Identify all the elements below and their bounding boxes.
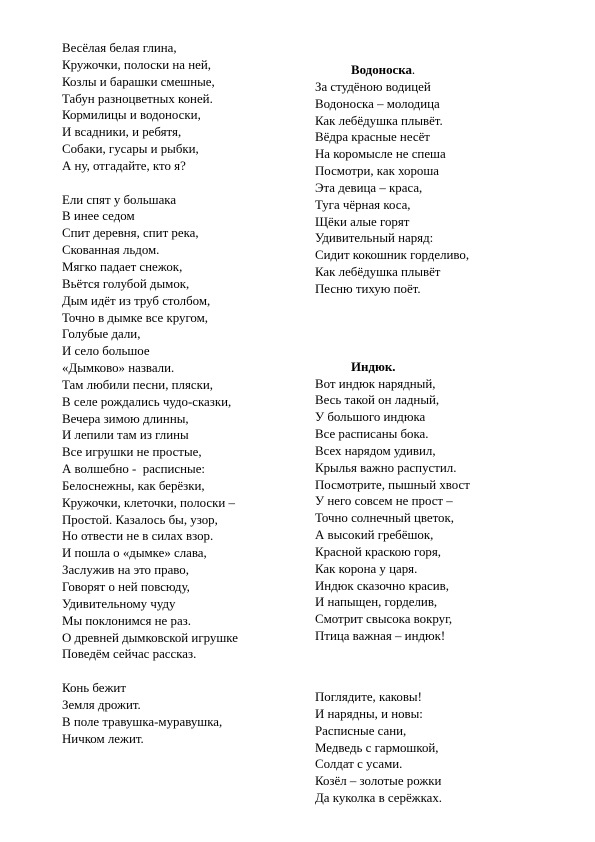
- poem-line: Там любили песни, пляски,: [62, 377, 213, 392]
- poem-line: На коромысле не спеша: [315, 147, 446, 162]
- poem-line: Птица важная – индюк!: [315, 629, 446, 644]
- poem-line: Песню тихую поёт.: [315, 281, 421, 296]
- poem-line: В поле травушка-муравушка,: [62, 714, 223, 729]
- poem-line: Вот индюк нарядный,: [315, 376, 436, 391]
- poem-line: Голубые дали,: [62, 327, 141, 342]
- poem-line: Говорят о ней повсюду,: [62, 580, 190, 594]
- poem-line: И нарядны, и новы:: [315, 706, 423, 721]
- poem-line: Белоснежны, как берёзки,: [62, 478, 205, 493]
- poem-line: Туга чёрная коса,: [315, 197, 411, 212]
- poem-line: Как лебёдушка плывёт.: [315, 113, 443, 128]
- poem-line: Удивительному чуду: [62, 596, 176, 611]
- poem-line: Собаки, гусары и рыбки,: [62, 142, 199, 157]
- poem-line: За студёною водицей: [315, 79, 431, 94]
- poem-line: Точно в дымке все кругом,: [62, 310, 208, 325]
- poem-line: Вьётся голубой дымок,: [62, 276, 190, 291]
- poem-line: Все игрушки не простые,: [62, 445, 202, 460]
- poem-line: Щёки алые горят: [315, 214, 410, 229]
- poem-line: Сидит кокошник горделиво,: [315, 248, 470, 263]
- poem-line: Мы поклонимся не раз.: [62, 613, 191, 628]
- poem-line: Посмотри, как хороша: [315, 164, 440, 179]
- poem-line: Конь бежит: [62, 681, 126, 696]
- poem-line: Дым идёт из труб столбом,: [62, 293, 211, 308]
- poem-line: Как корона у царя.: [315, 561, 418, 576]
- poem-line: Спит деревня, спит река,: [62, 226, 199, 241]
- poem-line: А волшебно - расписные:: [62, 462, 206, 477]
- poem-line: Поглядите, каковы!: [315, 690, 422, 704]
- poem-line: И напыщен, горделив,: [315, 595, 438, 610]
- poem-line: Козёл – золотые рожки: [315, 774, 442, 789]
- poem-line: Кружочки, клеточки, полоски –: [62, 495, 235, 510]
- poem-line: Точно солнечный цветок,: [315, 511, 454, 526]
- poem-line: Ничком лежит.: [62, 731, 144, 746]
- poem-line: Земля дрожит.: [62, 697, 141, 712]
- poem-title-vodonoska: Водоноска.: [351, 63, 416, 77]
- poem-line: Эта девица – краса,: [315, 180, 423, 195]
- poem-line: Удивительный наряд:: [315, 231, 434, 246]
- stanza-2: [62, 192, 302, 664]
- poem-line: Заслужив на это право,: [62, 563, 189, 578]
- poem-line: Водоноска – молодица: [315, 96, 440, 111]
- poem-line: Кружочки, полоски на ней,: [62, 57, 211, 72]
- poem-line: Весь такой он ладный,: [315, 393, 440, 408]
- poem-line: Весёлая белая глина,: [62, 41, 177, 55]
- poem-line: Солдат с усами.: [315, 757, 403, 772]
- poem-line: А высокий гребёшок,: [315, 528, 434, 543]
- poem-vodonoska: [315, 79, 565, 298]
- stanza-gap: [62, 663, 302, 680]
- poem-line: Козлы и барашки смешные,: [62, 74, 215, 89]
- stanza-1: [62, 40, 302, 175]
- poem-line: Медведь с гармошкой,: [315, 740, 439, 755]
- stanza-gap: [315, 342, 565, 359]
- poem-indyuk: [315, 376, 565, 646]
- right-column: [315, 62, 565, 807]
- poem-line: Расписные сани,: [315, 723, 407, 738]
- poem-line: Всех нарядом удивил,: [315, 443, 436, 458]
- poem-line: У него совсем не прост –: [315, 494, 453, 509]
- poem-line: Кормилицы и водоноски,: [62, 108, 201, 123]
- poem-line: Вёдра красные несёт: [315, 130, 430, 145]
- poem-line: Вечера зимою длинны,: [62, 411, 189, 426]
- poem-line: Да куколка в серёжках.: [315, 791, 443, 806]
- poem-line: И пошла о «дымке» слава,: [62, 546, 207, 561]
- stanza-gap: [315, 298, 565, 342]
- poem-line: Поведём сейчас рассказ.: [62, 647, 197, 662]
- stanza-gap: [315, 645, 565, 689]
- poem-line: И лепили там из глины: [62, 428, 189, 443]
- poem-line: Смотрит свысока вокруг,: [315, 612, 453, 627]
- poem-line: Ели спят у большака: [62, 192, 177, 207]
- poem-line: В селе рождались чудо-сказки,: [62, 394, 232, 409]
- poem-line: Скованная льдом.: [62, 243, 160, 258]
- stanza-gap: [62, 175, 302, 192]
- poem-line: Но отвести не в силах взор.: [62, 529, 214, 544]
- poem-line: Все расписаны бока.: [315, 427, 429, 442]
- poem-line: И село большое: [62, 344, 150, 359]
- stanza-3: [62, 680, 302, 747]
- poem-line: Как лебёдушка плывёт: [315, 265, 441, 280]
- poem-line: Мягко падает снежок,: [62, 259, 183, 274]
- poem-line: Красной краскою горя,: [315, 544, 442, 559]
- poem-line: «Дымково» назвали.: [62, 361, 175, 376]
- poem-toys: [315, 689, 565, 807]
- poem-line: В инее седом: [62, 209, 135, 224]
- poem-line: Крылья важно распустил.: [315, 460, 457, 475]
- poem-line: Табун разноцветных коней.: [62, 91, 213, 106]
- poem-line: О древней дымковской игрушке: [62, 630, 238, 645]
- left-column: [62, 40, 302, 747]
- poem-line: Индюк сказочно красив,: [315, 578, 449, 593]
- poem-line: И всадники, и ребятя,: [62, 125, 182, 140]
- poem-title-indyuk: Индюк.: [351, 359, 396, 374]
- poem-line: У большого индюка: [315, 410, 426, 425]
- poem-line: А ну, отгадайте, кто я?: [62, 158, 186, 173]
- poem-line: Посмотрите, пышный хвост: [315, 477, 470, 492]
- poem-line: Простой. Казалось бы, узор,: [62, 512, 218, 527]
